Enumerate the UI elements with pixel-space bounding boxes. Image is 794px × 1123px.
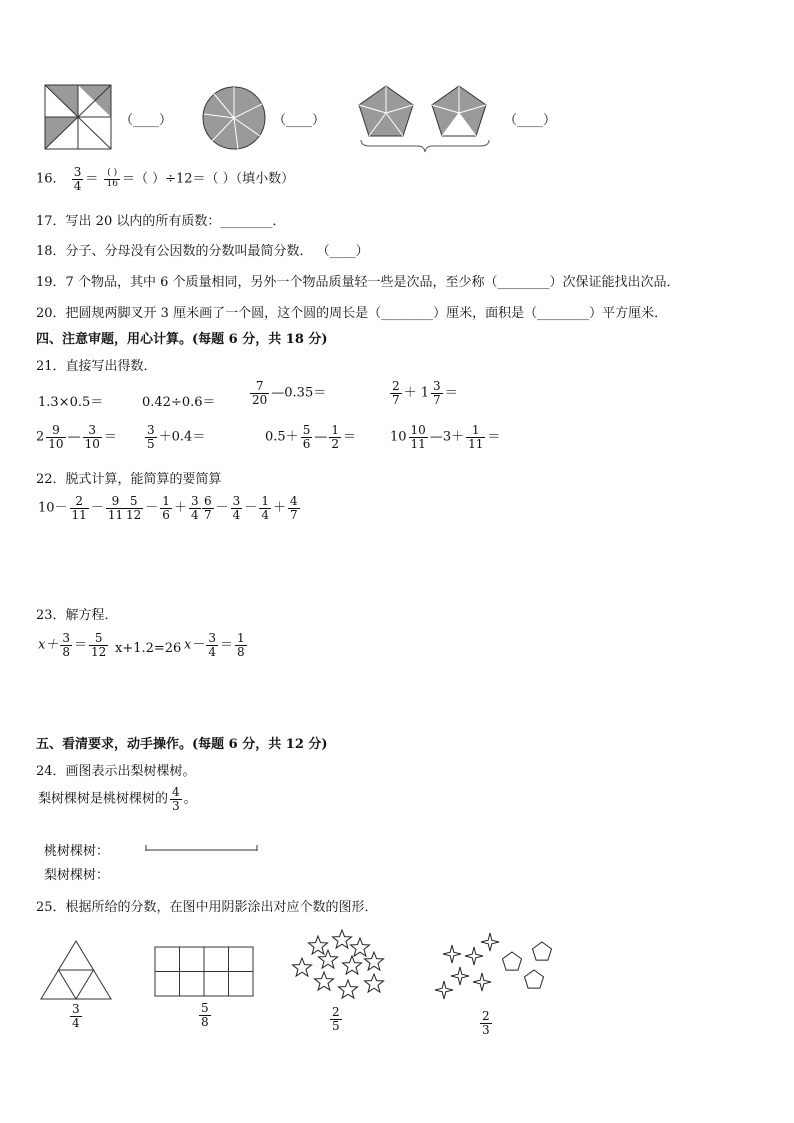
calc-expr-2: 0.42÷0.6＝ bbox=[142, 395, 216, 410]
four-point-stars-pentagons-figure[interactable] bbox=[432, 932, 557, 1004]
pentagon[interactable] bbox=[525, 970, 544, 988]
pentagon[interactable] bbox=[503, 952, 522, 970]
five-point-star[interactable] bbox=[333, 930, 352, 948]
calc-expr-7: 0.5＋ $\frac{5}{6}$ — $\frac{1}{2}$ ＝ bbox=[265, 423, 356, 451]
fraction-5-8-label: $\frac{5}{8}$ bbox=[201, 1001, 209, 1029]
answer-blank-2[interactable]: （____） bbox=[273, 113, 326, 128]
question-23-title: 23．解方程． bbox=[36, 608, 118, 623]
calc-22-b: $\frac{5}{12}$ － $\frac{1}{6}$ ＋ $\frac{3}{4}$ bbox=[126, 494, 199, 522]
equation-a: x＋ $\frac{3}{8}$ ＝ $\frac{5}{12}$ bbox=[38, 631, 107, 659]
question-19: 19．7 个物品，其中 6 个质量相同，另外一个物品质量轻一些是次品，至少称（________）次保证能找出次品． bbox=[36, 275, 680, 290]
question-25-title: 25．根据所给的分数，在图中用阴影涂出对应个数的图形． bbox=[36, 900, 378, 915]
section-5-title: 五、看清要求，动手操作。(每题 6 分，共 12 分) bbox=[36, 737, 328, 752]
calc-expr-6: $\frac{3}{5}$ ＋0.4＝ bbox=[147, 423, 206, 451]
question-24-statement: 梨树棵树是桃树棵树的 $\frac{4}{3}$ 。 bbox=[38, 785, 197, 813]
calc-expr-5: 2 $\frac{9}{10}$ — $\frac{3}{10}$ ＝ bbox=[36, 423, 117, 451]
four-point-star[interactable] bbox=[451, 967, 469, 985]
answer-blank-3[interactable]: （____） bbox=[504, 113, 557, 128]
rectangle-grid-figure[interactable] bbox=[154, 946, 254, 998]
question-20: 20．把圆规两脚叉开 3 厘米画了一个圆，这个圆的周长是（________）厘米，面积是（________）平方厘米． bbox=[36, 306, 668, 321]
peach-tree-segment bbox=[145, 843, 259, 853]
four-point-star[interactable] bbox=[435, 981, 453, 999]
pentagon[interactable] bbox=[533, 942, 552, 960]
question-18: 18．分子、分母没有公因数的分数叫最简分数． （____） bbox=[36, 244, 369, 259]
five-point-star[interactable] bbox=[309, 936, 328, 954]
question-21-title: 21．直接写出得数． bbox=[36, 359, 157, 374]
five-point-star[interactable] bbox=[339, 980, 358, 998]
fraction-blank-16[interactable]: $\frac{( )}{16}$ bbox=[106, 168, 118, 189]
four-point-star[interactable] bbox=[473, 973, 491, 991]
pentagon-partial-figure bbox=[431, 85, 487, 137]
calc-expr-3: $\frac{7}{20}$ —0.35＝ bbox=[252, 379, 327, 407]
question-24-title: 24．画图表示出梨树棵树。 bbox=[36, 764, 196, 779]
four-point-star[interactable] bbox=[465, 947, 483, 965]
fraction-2-5-label: $\frac{2}{5}$ bbox=[332, 1005, 340, 1033]
five-point-star[interactable] bbox=[365, 974, 384, 992]
section-4-title: 四、注意审题，用心计算。(每题 6 分，共 18 分) bbox=[36, 332, 328, 347]
five-point-star[interactable] bbox=[293, 958, 312, 976]
equation-c: x－ $\frac{3}{4}$ ＝ $\frac{1}{8}$ bbox=[184, 631, 245, 659]
calc-22-a: 10－ $\frac{2}{11}$ － $\frac{9}{11}$ bbox=[38, 494, 124, 522]
five-point-star[interactable] bbox=[315, 972, 334, 990]
four-point-star[interactable] bbox=[481, 933, 499, 951]
fraction-3-4-label: $\frac{3}{4}$ bbox=[72, 1002, 80, 1030]
pear-tree-label: 梨树棵树： bbox=[44, 868, 110, 883]
calc-expr-1: 1.3×0.5＝ bbox=[38, 395, 104, 410]
fraction-2-3-label: $\frac{2}{3}$ bbox=[482, 1009, 490, 1037]
five-point-star[interactable] bbox=[343, 956, 362, 974]
calc-expr-4: $\frac{2}{7}$ ＋ 1 $\frac{3}{7}$ ＝ bbox=[392, 379, 458, 407]
question-17: 17．写出 20 以内的所有质数：________． bbox=[36, 214, 286, 229]
answer-blank-1[interactable]: （____） bbox=[120, 113, 173, 128]
five-point-star[interactable] bbox=[365, 952, 384, 970]
brace-under-pentagons bbox=[360, 138, 490, 154]
five-point-star[interactable] bbox=[351, 938, 370, 956]
question-16: 16． $\frac{3}{4}$ ＝ $\frac{( )}{16}$ ＝（ ）÷12＝（ ）（填小数） bbox=[36, 165, 295, 193]
equation-b: x+1.2=26 bbox=[115, 641, 182, 656]
square-fraction-figure bbox=[45, 85, 111, 149]
question-22-title: 22．脱式计算，能简算的要简算 bbox=[36, 472, 222, 487]
calc-22-c: $\frac{6}{7}$ － $\frac{3}{4}$ － $\frac{1}{4}$ ＋ $\frac{4}{7}$ bbox=[204, 494, 298, 522]
fraction-3-4: $\frac{3}{4}$ bbox=[73, 165, 82, 193]
circle-fraction-figure bbox=[202, 86, 266, 150]
pentagon-shaded-figure bbox=[358, 85, 414, 137]
triangle-divided-figure[interactable] bbox=[40, 940, 112, 1000]
calc-expr-8: 10 $\frac{10}{11}$ —3＋ $\frac{1}{11}$ ＝ bbox=[390, 423, 501, 451]
four-point-star[interactable] bbox=[443, 945, 461, 963]
peach-tree-label: 桃树棵树： bbox=[44, 844, 110, 859]
five-point-stars-figure[interactable] bbox=[288, 926, 388, 1006]
